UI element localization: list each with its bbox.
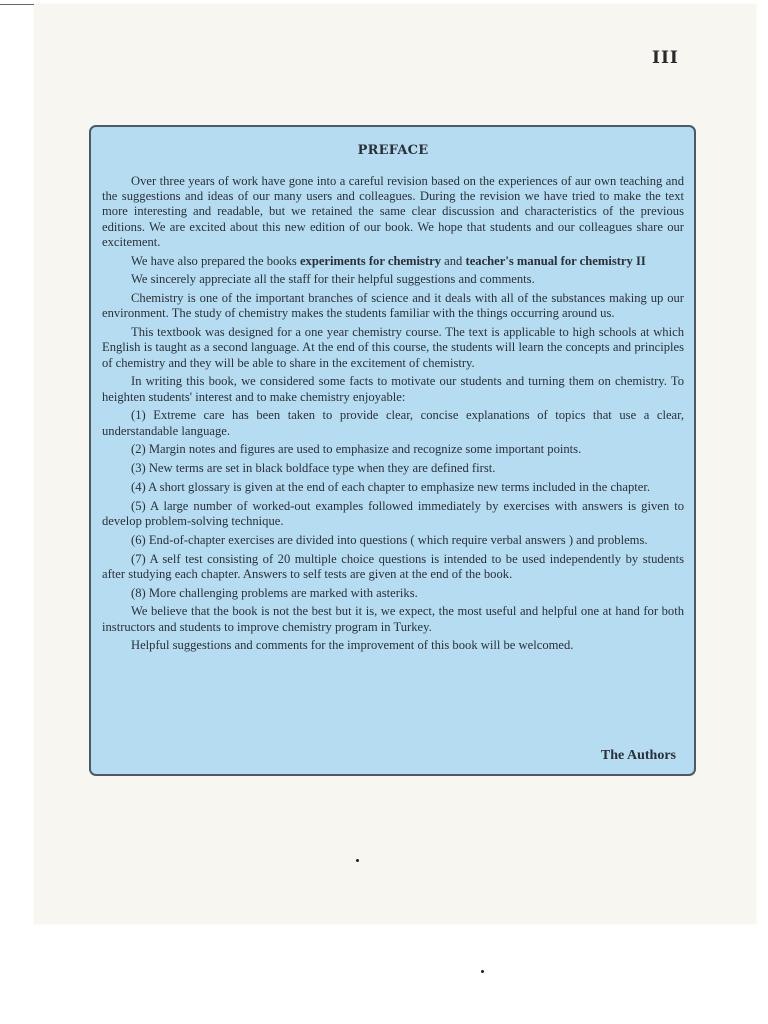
paragraph-belief: We believe that the book is not the best but it is, we expect, the most useful and helpful one at hand for both instructors and students to improve chemistry program in Turkey. — [102, 604, 684, 634]
books-joiner: and — [441, 253, 466, 268]
list-item: (7) A self test consisting of 20 multiple choice questions is intended to be used independently by students after studying each chapter. Answers to self tests are given at the end of the book. — [102, 551, 684, 581]
dust-speck — [481, 970, 484, 973]
list-item: (2) Margin notes and figures are used to emphasize and recognize some important points. — [131, 442, 582, 457]
books-lead: We have also prepared the books — [131, 253, 300, 268]
paragraph-suggestions: Helpful suggestions and comments for the improvement of this book will be welcomed. — [131, 638, 574, 653]
authors-signature: The Authors — [600, 748, 676, 763]
preface-box — [89, 125, 696, 776]
list-item: (5) A large number of worked-out examples followed immediately by exercises with answers is given to develop problem-solving technique. — [102, 498, 684, 528]
preface-body — [102, 174, 684, 654]
paragraph-books — [102, 254, 684, 269]
page-number: III — [652, 48, 679, 68]
list-item: (8) More challenging problems are marked with asteriks. — [131, 585, 418, 600]
book-title-teachers-manual: teacher's manual for chemistry II — [465, 253, 646, 268]
list-item: (1) Extreme care has been taken to provide clear, concise explanations of topics that use a clear, understandable language. — [102, 408, 684, 438]
list-item: (3) New terms are set in black boldface type when they are defined first. — [131, 461, 496, 476]
list-item: (6) End-of-chapter exercises are divided into questions ( which require verbal answers ) and problems. — [131, 532, 648, 547]
preface-title: PREFACE — [357, 143, 429, 158]
dust-speck — [356, 859, 359, 862]
paragraph-chemistry: Chemistry is one of the important branches of science and it deals with all of the substances making up our environment. The study of chemistry makes the students familiar with the things occurring around us. — [102, 291, 684, 321]
paragraph-thanks: We sincerely appreciate all the staff for their helpful suggestions and comments. — [131, 272, 535, 287]
book-title-experiments: experiments for chemistry — [299, 253, 442, 268]
paragraph-motivation: In writing this book, we considered some facts to motivate our students and turning them on chemistry. To heighten students' interest and to make chemistry enjoyable: — [102, 374, 684, 404]
paragraph-revision: Over three years of work have gone into a careful revision based on the experiences of aur own teaching and the suggestions and ideas of our many users and colleagues. During the revision we have tried to make the text more interesting and readable, but we retained the same clear discussion and characteristics of the previous editions. We are excited about this new edition of our book. We hope that students and our colleagues share our excitement. — [102, 174, 684, 249]
list-item: (4) A short glossary is given at the end of each chapter to emphasize new terms included in the chapter. — [131, 480, 650, 494]
paragraph-textbook: This textbook was designed for a one year chemistry course. The text is applicable to high schools at which English is taught as a second language. At the end of this course, the students will learn the concepts and principles of chemistry and they will be able to share in the excitement of chemistry. — [102, 325, 684, 370]
